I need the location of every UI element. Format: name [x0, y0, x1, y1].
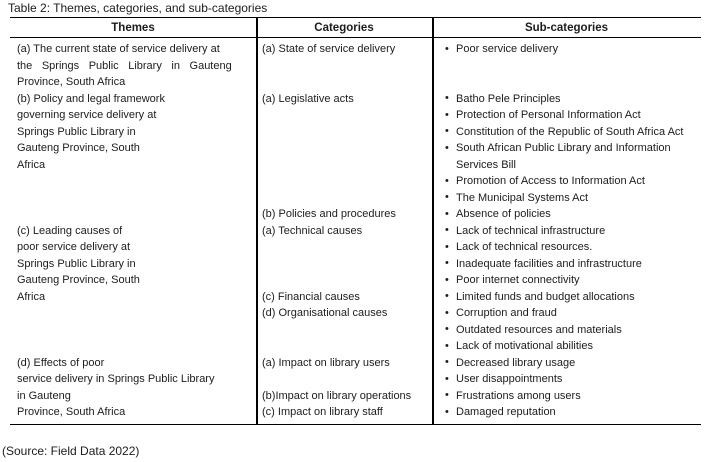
subcategory-item [432, 206, 701, 223]
category-block [256, 223, 701, 289]
subcategory-item [432, 272, 701, 289]
column-header-categories: Categories [314, 21, 374, 34]
bullet-icon: • [445, 191, 449, 203]
theme-text-line: service delivery in Springs Public Library [17, 373, 215, 385]
category-label: (a) Impact on library users [262, 356, 390, 369]
theme-text-line: governing service delivery at [17, 109, 157, 121]
subcategory-item [432, 256, 701, 273]
category-blocks [256, 223, 701, 355]
subcategory-label: Inadequate facilities and infrastructure [456, 257, 642, 270]
subcategory-label: Decreased library usage [456, 356, 576, 369]
subcategory-label: Damaged reputation [456, 406, 556, 418]
bullet-icon: • [445, 356, 449, 368]
subcategory-list [432, 355, 701, 388]
table-row-theme-d [10, 355, 701, 421]
source-note: (Source: Field Data 2022) [2, 444, 140, 458]
subcategory-label: Frustrations among users [456, 389, 581, 402]
column-header-subcategories: Sub-categories [524, 21, 609, 34]
subcategory-list [432, 388, 701, 405]
category-label: (d) Organisational causes [262, 307, 388, 319]
bullet-icon: • [445, 42, 449, 55]
bullet-icon: • [445, 174, 449, 187]
theme-text-line: Gauteng Province, South [17, 142, 140, 154]
category-block [256, 91, 701, 207]
subcategory-list [432, 91, 701, 207]
category-block [256, 404, 701, 421]
category-block [256, 206, 701, 223]
subcategory-item [432, 355, 701, 372]
table-header-row [10, 17, 701, 38]
subcategory-label: Lack of technical resources. [456, 241, 593, 253]
category-blocks [256, 41, 701, 91]
theme-text-line: Africa [17, 158, 46, 171]
bullet-icon: • [445, 323, 449, 335]
theme-text-line: the Springs Public Library in Gauteng [17, 59, 232, 72]
category-blocks [256, 355, 701, 421]
theme-text-line: Springs Public Library in [17, 257, 136, 270]
subcategory-label: Outdated resources and materials [456, 323, 622, 336]
subcategory-list [432, 404, 701, 421]
subcategory-item [432, 223, 701, 240]
theme-cell [10, 355, 256, 421]
theme-cell [10, 91, 256, 223]
theme-text-line: poor service delivery at [17, 241, 131, 253]
bullet-icon: • [445, 372, 449, 385]
category-label: (b)Impact on library operations [262, 389, 412, 402]
theme-text-line: Province, South Africa [17, 406, 126, 418]
bullet-icon: • [445, 273, 449, 286]
bullet-icon: • [445, 125, 449, 137]
subcategory-label: South African Public Library and Information Services Bill [456, 142, 671, 171]
subcategory-item [432, 239, 701, 256]
subcategory-label: User disappointments [456, 373, 563, 385]
subcategory-label: Lack of motivational abilities [456, 340, 593, 352]
theme-text-line: (c) Leading causes of [17, 224, 123, 237]
bullet-icon: • [445, 339, 449, 352]
subcategory-item [432, 289, 701, 306]
subcategory-label: Corruption and fraud [456, 307, 557, 319]
bullet-icon: • [445, 405, 449, 418]
bullet-icon: • [445, 257, 449, 269]
theme-cell [10, 41, 256, 91]
subcategory-item [432, 124, 701, 141]
category-block [256, 41, 701, 58]
bullet-icon: • [445, 141, 449, 154]
subcategory-label: Poor service delivery [456, 43, 559, 55]
subcategory-label: Poor internet connectivity [456, 274, 580, 286]
subcategory-item [432, 371, 701, 388]
table-row-theme-a [10, 41, 701, 91]
subcategory-label: Lack of technical infrastructure [456, 224, 606, 237]
category-blocks [256, 91, 701, 223]
subcategory-label: Limited funds and budget allocations [456, 290, 635, 303]
subcategory-item [432, 404, 701, 421]
table-caption: Table 2: Themes, categories, and sub-categories [8, 1, 268, 15]
table-row-theme-b [10, 91, 701, 223]
subcategory-item [432, 140, 701, 173]
subcategory-label: Protection of Personal Information Act [456, 109, 641, 121]
subcategory-list [432, 206, 701, 223]
category-label: (c) Financial causes [262, 290, 360, 303]
bullet-icon: • [445, 92, 449, 104]
subcategory-list [432, 289, 701, 306]
subcategory-item [432, 388, 701, 405]
bullet-icon: • [445, 389, 449, 401]
category-block [256, 388, 701, 405]
subcategory-item [432, 190, 701, 207]
subcategory-list [432, 41, 701, 58]
subcategory-label: Constitution of the Republic of South Africa Act [456, 125, 684, 138]
subcategory-item [432, 322, 701, 339]
table-row-theme-c [10, 223, 701, 355]
bullet-icon: • [445, 290, 449, 302]
theme-text-line: Province, South Africa [17, 76, 126, 88]
column-divider-1 [256, 17, 258, 425]
column-divider-2 [432, 17, 434, 425]
category-block [256, 305, 701, 355]
bullet-icon: • [445, 240, 449, 253]
subcategory-item [432, 305, 701, 322]
bullet-icon: • [445, 306, 449, 319]
category-label: (a) State of service delivery [262, 43, 396, 55]
theme-cell [10, 223, 256, 355]
subcategory-label: The Municipal Systems Act [456, 191, 589, 204]
bullet-icon: • [445, 224, 449, 236]
bullet-icon: • [445, 108, 449, 121]
theme-text-line: in Gauteng [17, 389, 71, 402]
bullet-icon: • [445, 207, 449, 220]
subcategory-label: Promotion of Access to Information Act [456, 175, 645, 187]
category-label: (a) Legislative acts [262, 92, 354, 105]
subcategory-item [432, 173, 701, 190]
subcategory-item [432, 338, 701, 355]
column-header-themes: Themes [111, 21, 155, 34]
subcategory-item [432, 91, 701, 108]
category-label: (b) Policies and procedures [262, 208, 396, 220]
subcategory-item [432, 107, 701, 124]
themes-table [10, 17, 701, 425]
theme-text-line: Springs Public Library in [17, 125, 136, 138]
subcategory-list [432, 305, 701, 355]
theme-text-line: (a) The current state of service delivery at [17, 43, 220, 55]
theme-text-line: (d) Effects of poor [17, 356, 105, 369]
subcategory-label: Absence of policies [456, 208, 551, 220]
theme-text-line: Gauteng Province, South [17, 274, 140, 286]
subcategory-item [432, 41, 701, 58]
category-block [256, 355, 701, 388]
table-body [10, 38, 701, 425]
category-label: (a) Technical causes [262, 224, 363, 237]
subcategory-list [432, 223, 701, 289]
category-block [256, 289, 701, 306]
theme-text-line: (b) Policy and legal framework [17, 92, 165, 105]
theme-text-line: Africa [17, 290, 46, 303]
subcategory-label: Batho Pele Principles [456, 92, 561, 105]
category-label: (c) Impact on library staff [262, 406, 383, 418]
